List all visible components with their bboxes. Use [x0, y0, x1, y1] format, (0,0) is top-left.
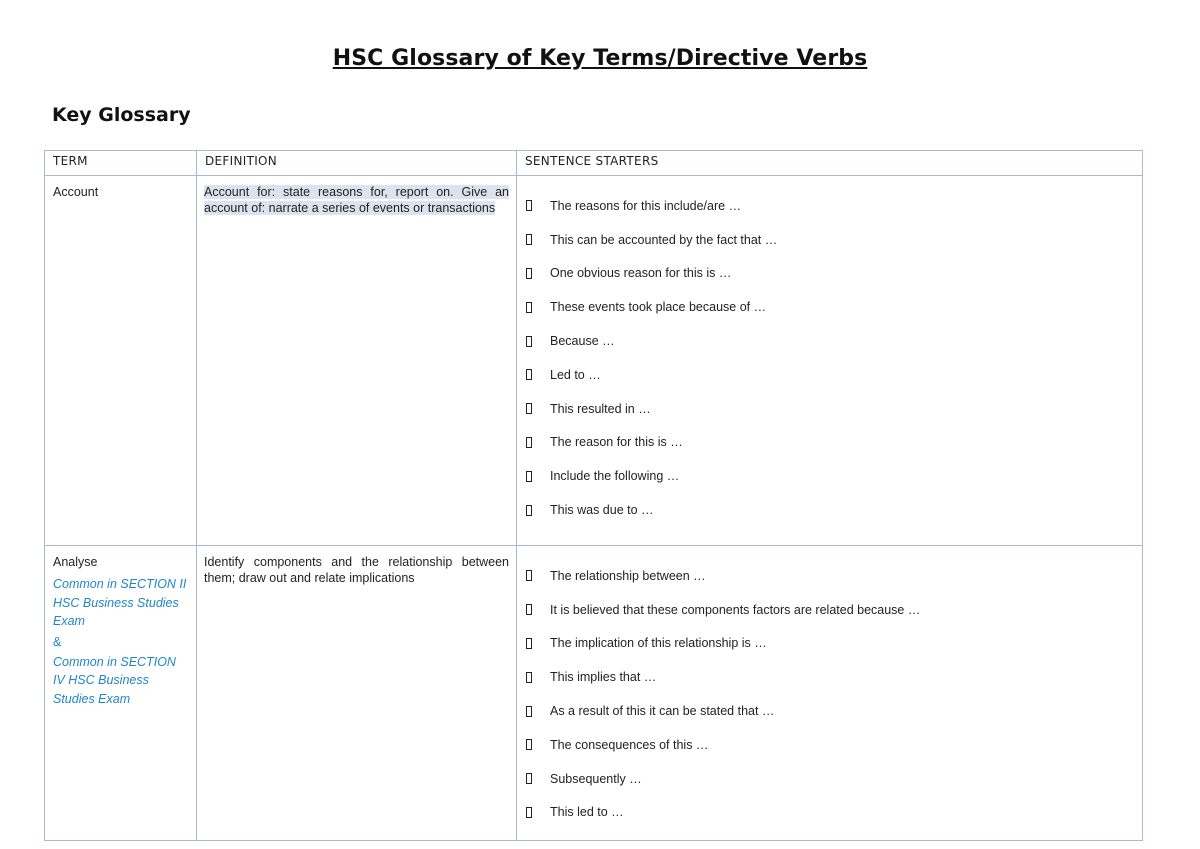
starter-text: Led to …	[550, 367, 601, 382]
table-row	[45, 176, 1143, 546]
bullet-box-icon	[526, 604, 532, 615]
list-item	[523, 392, 1136, 426]
starter-text: This resulted in …	[550, 401, 651, 416]
bullet-box-icon	[526, 234, 532, 245]
header-definition: DEFINITION	[197, 151, 517, 176]
bullet-box-icon	[526, 471, 532, 482]
starter-text: The reasons for this include/are …	[550, 198, 742, 213]
starter-text: Include the following …	[550, 469, 680, 484]
list-item	[523, 559, 1136, 593]
bullet-box-icon	[526, 638, 532, 649]
list-item	[523, 593, 1136, 627]
starter-text: As a result of this it can be stated that …	[550, 704, 775, 719]
list-item	[523, 358, 1136, 392]
starter-text: It is believed that these components factors are related because …	[550, 602, 921, 617]
bullet-box-icon	[526, 336, 532, 347]
list-item	[523, 459, 1136, 493]
list-item	[523, 324, 1136, 358]
term-note: Common in SECTION IV HSC Business Studies Exam	[53, 654, 176, 706]
term-name: Analyse	[53, 555, 98, 569]
list-item	[523, 426, 1136, 460]
starter-text: The implication of this relationship is …	[550, 636, 767, 651]
starter-text: One obvious reason for this is …	[550, 266, 732, 281]
starter-text: This led to …	[550, 805, 624, 820]
list-item	[523, 660, 1136, 694]
document-title: HSC Glossary of Key Terms/Directive Verbs	[332, 46, 868, 71]
term-cell	[45, 546, 197, 841]
starter-text: The consequences of this …	[550, 737, 709, 752]
table-row	[45, 546, 1143, 841]
list-item	[523, 189, 1136, 223]
bullet-box-icon	[526, 706, 532, 717]
sentence-starters-cell	[517, 546, 1143, 841]
bullet-box-icon	[526, 369, 532, 380]
sentence-starters-cell	[517, 176, 1143, 546]
bullet-box-icon	[526, 773, 532, 784]
list-item	[523, 694, 1136, 728]
list-item	[523, 627, 1136, 661]
starter-text: This was due to …	[550, 503, 654, 518]
section-heading: Key Glossary	[52, 104, 191, 126]
starters-list	[523, 189, 1136, 527]
list-item	[523, 728, 1136, 762]
list-item	[523, 223, 1136, 257]
header-sentence-starters: SENTENCE STARTERS	[517, 151, 1143, 176]
bullet-box-icon	[526, 505, 532, 516]
bullet-box-icon	[526, 437, 532, 448]
header-term: TERM	[45, 151, 197, 176]
definition-cell	[197, 176, 517, 546]
starter-text: The relationship between …	[550, 568, 706, 583]
glossary-table	[44, 150, 1143, 841]
bullet-box-icon	[526, 302, 532, 313]
bullet-box-icon	[526, 200, 532, 211]
bullet-box-icon	[526, 672, 532, 683]
term-note: Common in SECTION II HSC Business Studies Exam	[53, 577, 187, 628]
bullet-box-icon	[526, 739, 532, 750]
starters-list	[523, 559, 1136, 829]
list-item	[523, 762, 1136, 796]
table-header-row	[45, 151, 1143, 176]
list-item	[523, 257, 1136, 291]
term-note-ampersand: &	[53, 634, 62, 649]
definition-cell	[197, 546, 517, 841]
starter-text: This implies that …	[550, 670, 657, 685]
definition-text: Identify components and the relationship between them; draw out and relate implications	[204, 555, 509, 585]
bullet-box-icon	[526, 807, 532, 818]
starter-text: These events took place because of …	[550, 300, 767, 315]
bullet-box-icon	[526, 570, 532, 581]
list-item	[523, 493, 1136, 527]
starter-text: Subsequently …	[550, 771, 642, 786]
list-item	[523, 290, 1136, 324]
starter-text: This can be accounted by the fact that …	[550, 232, 778, 247]
definition-text: Account for: state reasons for, report on. Give an account of: narrate a series of events or transactions	[204, 185, 509, 215]
bullet-box-icon	[526, 403, 532, 414]
list-item	[523, 796, 1136, 830]
starter-text: Because …	[550, 334, 615, 349]
term-cell	[45, 176, 197, 546]
bullet-box-icon	[526, 268, 532, 279]
term-name: Account	[53, 185, 99, 199]
starter-text: The reason for this is …	[550, 435, 683, 450]
